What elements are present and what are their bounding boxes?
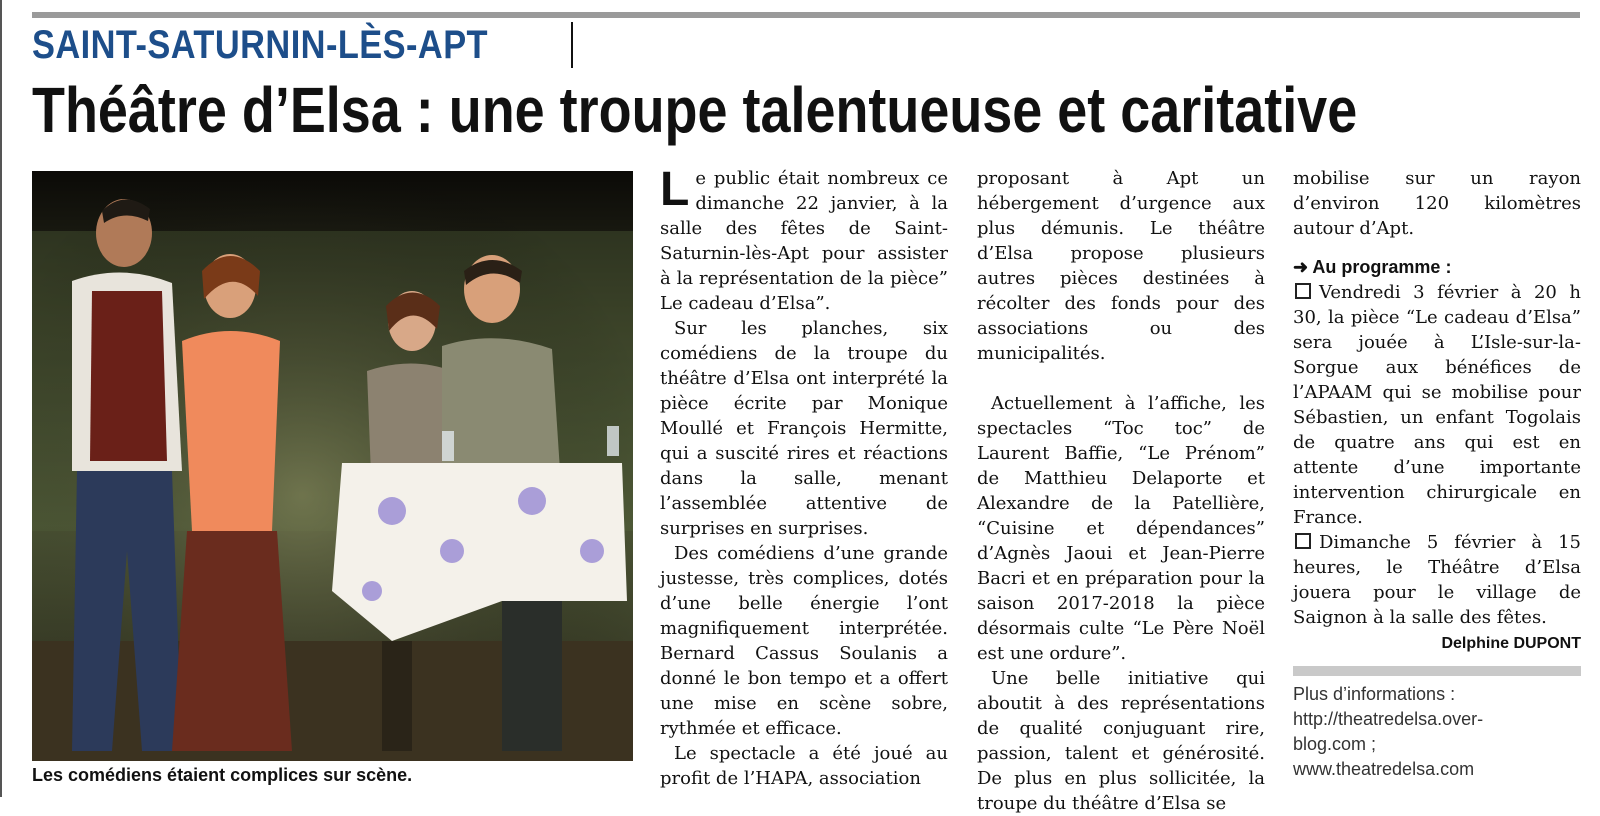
article-headline: Théâtre d’Elsa : une troupe talentueuse et caritative [32, 74, 1358, 146]
article-column-3 [1293, 166, 1581, 782]
paragraph-text: e public était nombreux ce dimanche 22 janvier, à la salle des fêtes de Saint-Saturnin-lès-Apt pour assister à la représentation de la pièce” Le cadeau d’Elsa”. [660, 168, 948, 314]
article-column-1 [660, 163, 948, 791]
paragraph: proposant à Apt un hébergement d’urgence aux plus démunis. Le théâtre d’Elsa propose plusieurs autres pièces destinées à récolter des fonds pour des associations ou des municipalités. [977, 168, 1265, 364]
programme-item [1293, 280, 1581, 530]
drop-cap: L [660, 163, 690, 216]
kicker-divider [571, 22, 573, 68]
paragraph [660, 163, 948, 316]
article-photo [32, 171, 633, 761]
programme-item-text: Vendredi 3 février à 20 h 30, la pièce “Le cadeau d’Elsa” sera jouée à L’Isle-sur-la-Sorgue aux bénéfices de l’APAAM qui se mobilise pour Sébastien, un enfant Togolais de quatre ans qui est en attente d’une importante intervention chirurgicale en France. [1293, 282, 1581, 528]
info-link[interactable]: http://theatredelsa.over- [1293, 709, 1484, 729]
info-link[interactable]: blog.com ; [1293, 734, 1377, 754]
top-rule [32, 12, 1580, 18]
paragraph: Des comédiens d’une grande justesse, très complices, dotés d’une belle énergie l’ont magnifiquement interprétée. Bernard Cassus Soulanis a donné le bon tempo et a offert une mise en scène sobre, rythmée et efficace. [660, 543, 948, 739]
info-box [1293, 682, 1581, 782]
page-left-border [0, 0, 2, 797]
checkbox-bullet-icon [1295, 533, 1311, 549]
checkbox-bullet-icon [1295, 283, 1311, 299]
info-line: Plus d’informations : [1293, 684, 1456, 704]
section-kicker: SAINT-SATURNIN-LÈS-APT [32, 23, 489, 67]
article-column-2 [977, 166, 1265, 816]
paragraph: mobilise sur un rayon d’environ 120 kilomètres autour d’Apt. [1293, 168, 1581, 239]
info-link[interactable]: www.theatredelsa.com [1293, 759, 1475, 779]
info-divider [1293, 666, 1581, 676]
paragraph: Une belle initiative qui aboutit à des représentations de qualité conjuguant rire, passion, talent et générosité. De plus en plus sollicitée, la troupe du théâtre d’Elsa se [977, 668, 1265, 814]
programme-item [1293, 530, 1581, 630]
photo-caption: Les comédiens étaient complices sur scène. [32, 765, 413, 785]
programme-item-text: Dimanche 5 février à 15 heures, le Théâtre d’Elsa jouera pour le village de Saignon à la salle des fêtes. [1293, 532, 1581, 628]
author-signature: Delphine DUPONT [1441, 635, 1581, 652]
paragraph: Actuellement à l’affiche, les spectacles “Toc toc” de Laurent Baffie, “Le Prénom” de Matthieu Delaporte et Alexandre de la Patellière, “Cuisine et dépendances” d’Agnès Jaoui et Jean-Pierre Bacri et en préparation pour la saison 2017-2018 la pièce désormais culte “Le Père Noël est une ordure”. [977, 393, 1265, 664]
paragraph: Le spectacle a été joué au profit de l’HAPA, association [660, 743, 948, 789]
paragraph: Sur les planches, six comédiens de la troupe du théâtre d’Elsa ont interprété la pièce écrite par Monique Moullé et François Hermitte, qui a suscité rires et réactions dans la salle, menant l’assemblée attentive de surprises en surprises. [660, 318, 948, 539]
programme-heading: ➜ Au programme : [1293, 257, 1452, 277]
